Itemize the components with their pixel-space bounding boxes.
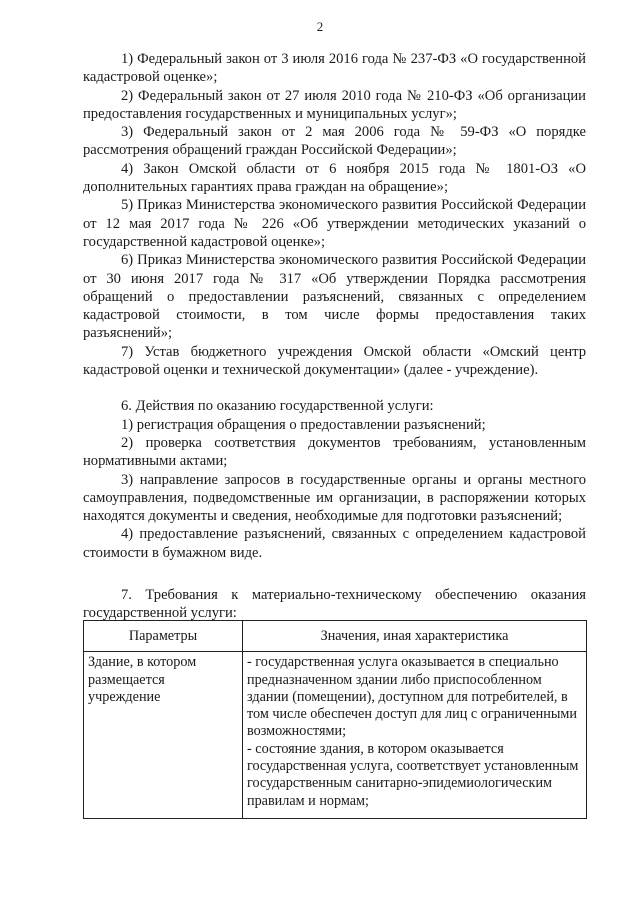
table-header-row [84,621,587,652]
action-item-2: 2) проверка соответствия документов требованиям, установленным нормативными актами; [83,434,586,470]
page-number: 2 [316,19,324,34]
law-item-1: 1) Федеральный закон от 3 июля 2016 года № 237-ФЗ «О государственной кадастровой оценке»; [83,51,586,86]
law-item-2: 2) Федеральный закон от 27 июля 2010 года № 210-ФЗ «Об организации предоставления государственных и муниципальных услуг»; [83,87,586,122]
law-item-7: 7) Устав бюджетного учреждения Омской области «Омский центр кадастровой оценки и технической документации» (далее - учреждение). [83,343,586,379]
table-value-item: - государственная услуга оказывается в специально предназначенном здании либо приспособленном здании (помещении), доступном для потребителей, в том числе обеспечен доступ для лиц с ограниченными возможностями; [247,654,577,740]
section-7-heading: 7. Требования к материально-техническому обеспечению оказания государственной услуги: [83,587,586,622]
law-item-3: 3) Федеральный закон от 2 мая 2006 года № 59-ФЗ «О порядке рассмотрения обращений граждан Российской Федерации»; [83,124,586,159]
table-value-item: - состояние здания, в котором оказывается государственная услуга, соответствует установленным государственным санитарно-эпидемиологическим правилам и нормам; [247,740,579,809]
table-cell-param: Здание, в котором размещается учреждение [84,652,243,819]
table-row [84,652,587,819]
law-item-4: 4) Закон Омской области от 6 ноября 2015 года № 1801-ОЗ «О дополнительных гарантиях права граждан на обращение»; [83,160,586,196]
action-item-4: 4) предоставление разъяснений, связанных с определением кадастровой стоимости в бумажном виде. [83,526,586,561]
action-item-1: 1) регистрация обращения о предоставлении разъяснений; [121,416,486,433]
law-item-6: 6) Приказ Министерства экономического развития Российской Федерации от 30 июня 2017 года № 317 «Об утверждении Порядка рассмотрения обращений о предоставлении разъяснений, связанных с определением кадастровой стоимости, в том числе формы предоставления таких разъяснений»; [83,252,586,342]
table-header-params: Параметры [84,621,243,652]
action-item-3: 3) направление запросов в государственные органы и органы местного самоуправления, подведомственные им организации, в распоряжении которых находятся документы и сведения, необходимые для подготовки разъяснений; [83,471,586,525]
document-body [83,50,586,623]
requirements-table [83,620,587,819]
table-cell-values [243,652,587,819]
section-6-heading: 6. Действия по оказанию государственной услуги: [121,398,434,415]
law-item-5: 5) Приказ Министерства экономического развития Российской Федерации от 12 мая 2017 года № 226 «Об утверждении методических указаний о государственной кадастровой оценке»; [83,197,586,250]
table-header-values: Значения, иная характеристика [243,621,587,652]
